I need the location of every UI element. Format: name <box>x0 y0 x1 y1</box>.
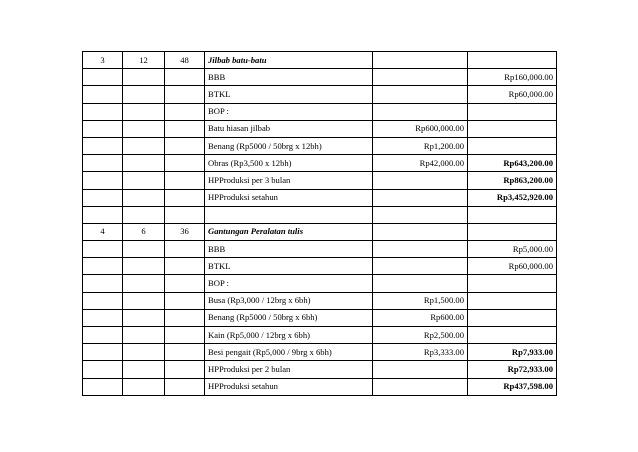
empty-cell[interactable] <box>165 206 205 223</box>
empty-cell[interactable] <box>165 241 205 258</box>
description-cell[interactable]: BBB <box>205 241 373 258</box>
cost-total-cell[interactable] <box>468 309 557 326</box>
empty-cell[interactable] <box>373 223 468 240</box>
empty-cell[interactable] <box>123 103 165 120</box>
quantity-total-cell[interactable]: 36 <box>165 223 205 240</box>
product-title-cell[interactable]: Jilbab batu-batu <box>205 52 373 69</box>
empty-cell[interactable] <box>165 86 205 103</box>
description-cell[interactable]: HPProduksi setahun <box>205 189 373 206</box>
empty-cell[interactable] <box>165 378 205 395</box>
cost-table <box>82 51 557 396</box>
empty-cell[interactable] <box>165 309 205 326</box>
cost-detail-cell[interactable] <box>373 258 468 275</box>
empty-cell[interactable] <box>165 189 205 206</box>
empty-cell[interactable] <box>165 344 205 361</box>
empty-cell[interactable] <box>123 258 165 275</box>
cost-total-cell[interactable]: Rp72,933.00 <box>468 361 557 378</box>
blank-row <box>83 206 557 223</box>
cost-detail-cell[interactable]: Rp600.00 <box>373 309 468 326</box>
cost-detail-cell[interactable] <box>373 241 468 258</box>
empty-cell[interactable] <box>123 189 165 206</box>
table-row <box>83 292 557 309</box>
empty-cell[interactable] <box>165 172 205 189</box>
empty-cell[interactable] <box>165 258 205 275</box>
table-row <box>83 378 557 395</box>
empty-cell[interactable] <box>123 120 165 137</box>
item-number-cell[interactable]: 4 <box>83 223 123 240</box>
empty-cell[interactable] <box>123 206 165 223</box>
empty-cell[interactable] <box>83 86 123 103</box>
table-row <box>83 172 557 189</box>
cost-detail-cell[interactable]: Rp1,200.00 <box>373 137 468 154</box>
empty-cell[interactable] <box>123 172 165 189</box>
empty-cell[interactable] <box>123 137 165 154</box>
cost-total-cell[interactable]: Rp60,000.00 <box>468 258 557 275</box>
empty-cell[interactable] <box>123 69 165 86</box>
cost-total-cell[interactable] <box>468 292 557 309</box>
quantity-total-cell[interactable]: 48 <box>165 52 205 69</box>
section-header-row <box>83 223 557 240</box>
description-cell[interactable]: BOP : <box>205 103 373 120</box>
quantity-cell[interactable]: 12 <box>123 52 165 69</box>
cost-detail-cell[interactable]: Rp1,500.00 <box>373 292 468 309</box>
description-cell[interactable]: Busa (Rp3,000 / 12brg x 6bh) <box>205 292 373 309</box>
empty-cell[interactable] <box>83 361 123 378</box>
empty-cell[interactable] <box>165 327 205 344</box>
description-cell[interactable]: Kain (Rp5,000 / 12brg x 6bh) <box>205 327 373 344</box>
cost-total-cell[interactable]: Rp3,452,920.00 <box>468 189 557 206</box>
empty-cell[interactable] <box>83 258 123 275</box>
empty-cell[interactable] <box>123 361 165 378</box>
empty-cell[interactable] <box>373 206 468 223</box>
empty-cell[interactable] <box>165 120 205 137</box>
cost-total-cell[interactable]: Rp643,200.00 <box>468 155 557 172</box>
description-cell[interactable]: BTKL <box>205 258 373 275</box>
cost-total-cell[interactable] <box>468 327 557 344</box>
cost-total-cell[interactable]: Rp60,000.00 <box>468 86 557 103</box>
empty-cell[interactable] <box>123 378 165 395</box>
empty-cell[interactable] <box>123 275 165 292</box>
cost-total-cell[interactable] <box>468 103 557 120</box>
table-row <box>83 69 557 86</box>
description-cell[interactable]: BTKL <box>205 86 373 103</box>
quantity-cell[interactable]: 6 <box>123 223 165 240</box>
empty-cell[interactable] <box>83 275 123 292</box>
empty-cell[interactable] <box>165 155 205 172</box>
empty-cell[interactable] <box>123 241 165 258</box>
empty-cell[interactable] <box>123 344 165 361</box>
empty-cell[interactable] <box>123 327 165 344</box>
cost-total-cell[interactable]: Rp160,000.00 <box>468 69 557 86</box>
empty-cell[interactable] <box>83 292 123 309</box>
cost-total-cell[interactable]: Rp863,200.00 <box>468 172 557 189</box>
table-row <box>83 120 557 137</box>
description-cell[interactable]: Besi pengait (Rp5,000 / 9brg x 6bh) <box>205 344 373 361</box>
cost-total-cell[interactable] <box>468 137 557 154</box>
description-cell[interactable]: BBB <box>205 69 373 86</box>
empty-cell[interactable] <box>165 137 205 154</box>
empty-cell[interactable] <box>83 172 123 189</box>
empty-cell[interactable] <box>83 103 123 120</box>
description-cell[interactable]: Batu hiasan jilbab <box>205 120 373 137</box>
product-title-cell[interactable]: Gantungan Peralatan tulis <box>205 223 373 240</box>
cost-total-cell[interactable] <box>468 275 557 292</box>
description-cell[interactable]: Benang (Rp5000 / 50brg x 12bh) <box>205 137 373 154</box>
empty-cell[interactable] <box>373 52 468 69</box>
description-cell[interactable]: HPProduksi per 3 bulan <box>205 172 373 189</box>
cost-detail-cell[interactable] <box>373 189 468 206</box>
table-row <box>83 327 557 344</box>
section-header-row <box>83 52 557 69</box>
table-row <box>83 344 557 361</box>
description-cell[interactable]: HPProduksi setahun <box>205 378 373 395</box>
empty-cell[interactable] <box>123 292 165 309</box>
empty-cell[interactable] <box>83 155 123 172</box>
empty-cell[interactable] <box>83 206 123 223</box>
table-row <box>83 155 557 172</box>
description-cell[interactable]: HPProduksi per 2 bulan <box>205 361 373 378</box>
table-row <box>83 137 557 154</box>
empty-cell[interactable] <box>83 241 123 258</box>
cost-detail-cell[interactable] <box>373 69 468 86</box>
cost-detail-cell[interactable] <box>373 361 468 378</box>
table-row <box>83 258 557 275</box>
empty-cell[interactable] <box>83 309 123 326</box>
empty-cell[interactable] <box>165 69 205 86</box>
cost-total-cell[interactable]: Rp7,933.00 <box>468 344 557 361</box>
cost-detail-cell[interactable] <box>373 103 468 120</box>
cost-total-cell[interactable]: Rp5,000.00 <box>468 241 557 258</box>
cost-total-cell[interactable]: Rp437,598.00 <box>468 378 557 395</box>
cost-total-cell[interactable] <box>468 120 557 137</box>
cost-detail-cell[interactable]: Rp3,333.00 <box>373 344 468 361</box>
empty-cell[interactable] <box>123 155 165 172</box>
table-row <box>83 86 557 103</box>
empty-cell[interactable] <box>83 344 123 361</box>
empty-cell[interactable] <box>468 223 557 240</box>
description-cell[interactable]: Benang (Rp5000 / 50brg x 6bh) <box>205 309 373 326</box>
empty-cell[interactable] <box>165 275 205 292</box>
table-row <box>83 361 557 378</box>
description-cell[interactable]: Obras (Rp3,500 x 12bh) <box>205 155 373 172</box>
empty-cell[interactable] <box>165 361 205 378</box>
empty-cell[interactable] <box>468 206 557 223</box>
empty-cell[interactable] <box>83 137 123 154</box>
description-cell[interactable]: BOP : <box>205 275 373 292</box>
empty-cell[interactable] <box>83 378 123 395</box>
table-row <box>83 275 557 292</box>
table-row <box>83 309 557 326</box>
cost-detail-cell[interactable] <box>373 378 468 395</box>
item-number-cell[interactable]: 3 <box>83 52 123 69</box>
empty-cell[interactable] <box>165 103 205 120</box>
cost-detail-cell[interactable] <box>373 86 468 103</box>
cost-detail-cell[interactable] <box>373 172 468 189</box>
table-row <box>83 189 557 206</box>
empty-cell[interactable] <box>165 292 205 309</box>
empty-cell[interactable] <box>205 206 373 223</box>
empty-cell[interactable] <box>123 309 165 326</box>
empty-cell[interactable] <box>468 52 557 69</box>
table-row <box>83 241 557 258</box>
empty-cell[interactable] <box>83 189 123 206</box>
empty-cell[interactable] <box>83 327 123 344</box>
empty-cell[interactable] <box>83 69 123 86</box>
empty-cell[interactable] <box>123 86 165 103</box>
empty-cell[interactable] <box>83 120 123 137</box>
table-row <box>83 103 557 120</box>
cost-detail-cell[interactable]: Rp42,000.00 <box>373 155 468 172</box>
cost-detail-cell[interactable]: Rp2,500.00 <box>373 327 468 344</box>
cost-detail-cell[interactable] <box>373 275 468 292</box>
cost-detail-cell[interactable]: Rp600,000.00 <box>373 120 468 137</box>
